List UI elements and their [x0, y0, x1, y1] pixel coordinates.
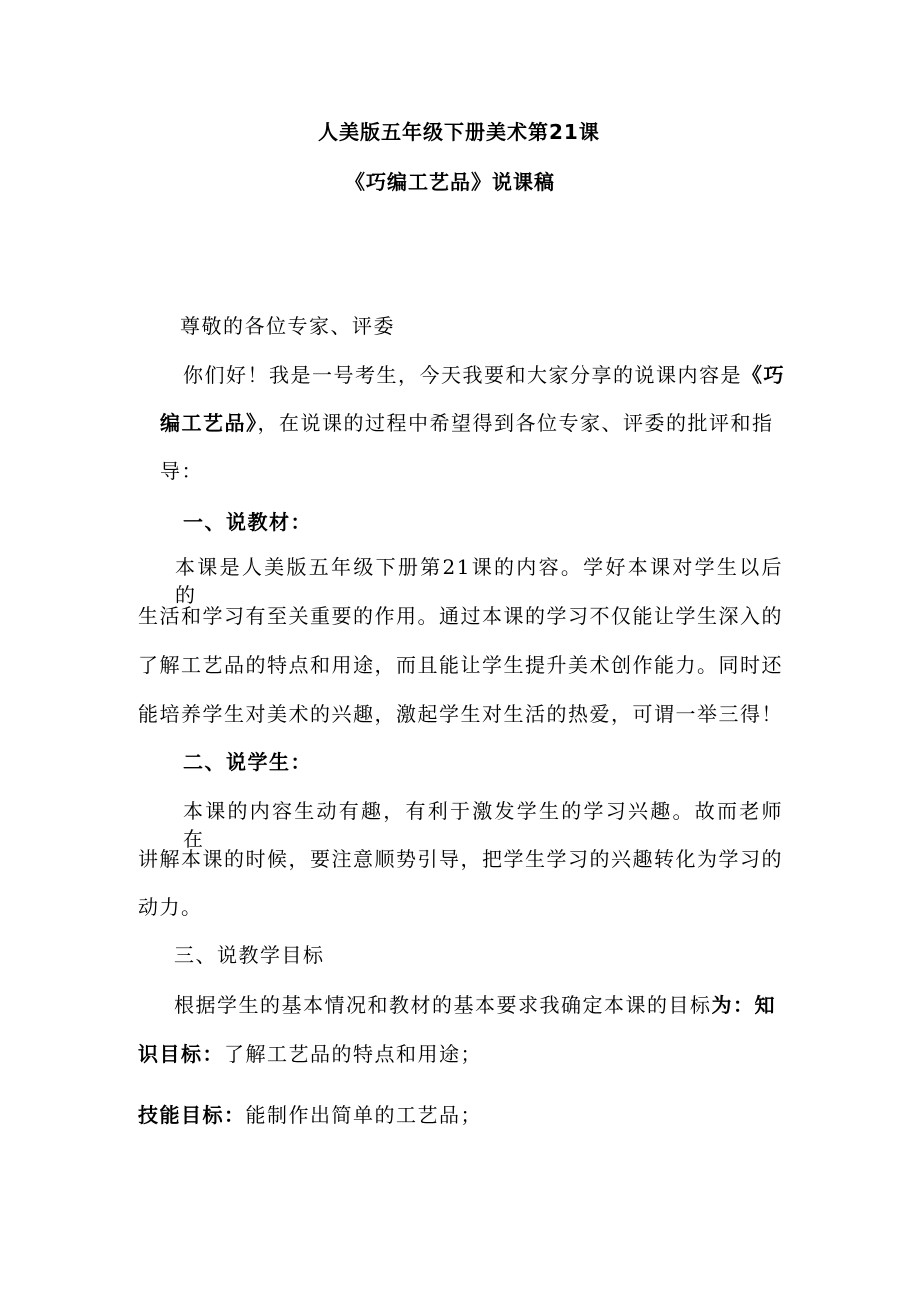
lesson-name-part: 《巧 — [742, 363, 785, 387]
knowledge-objective — [138, 1040, 482, 1068]
intro-line-2 — [160, 409, 774, 437]
document-subtitle: 《巧编工艺品》说课稿 — [345, 170, 555, 194]
knowledge-objective-text: 了解工艺品的特点和用途； — [224, 1042, 482, 1066]
document-title: 人美版五年级下册美术第21课 — [318, 120, 600, 144]
section-heading-students: 二、说学生： — [183, 750, 312, 774]
section-heading-textbook: 一、说教材： — [183, 510, 312, 534]
paragraph-line: 本课的内容生动有趣，有利于激发学生的学习兴趣。故而老师在 — [183, 799, 783, 851]
intro-line-1 — [183, 361, 785, 389]
salutation: 尊敬的各位专家、评委 — [180, 314, 395, 338]
lesson-name-part: 编工艺品》 — [160, 411, 258, 435]
paragraph-line: 生活和学习有至关重要的作用。通过本课的学习不仅能让学生深入的 — [138, 604, 783, 628]
section-heading-objectives: 三、说教学目标 — [174, 943, 325, 967]
intro-line-3: 导： — [160, 459, 203, 483]
paragraph-line: 动力。 — [138, 895, 203, 919]
skill-objective-label: 技能目标： — [138, 1103, 246, 1127]
skill-objective — [138, 1101, 482, 1129]
intro-text: 你们好！我是一号考生，今天我要和大家分享的说课内容是 — [183, 363, 742, 387]
paragraph-line: 了解工艺品的特点和用途，而且能让学生提升美术创作能力。同时还 — [138, 653, 783, 677]
paragraph-line: 讲解本课的时候，要注意顺势引导，把学生学习的兴趣转化为学习的 — [138, 847, 783, 871]
paragraph-line: 本课是人美版五年级下册第21课的内容。学好本课对学生以后的 — [175, 555, 783, 607]
paragraph-line: 能培养学生对美术的兴趣，激起学生对生活的热爱，可谓一举三得！ — [138, 702, 783, 726]
skill-objective-text: 能制作出简单的工艺品； — [245, 1103, 482, 1127]
knowledge-objective-label: 识目标： — [138, 1042, 224, 1066]
objectives-intro-text: 根据学生的基本情况和教材的基本要求我确定本课的目标 — [174, 993, 712, 1017]
objectives-intro — [174, 991, 776, 1019]
objectives-intro-bold: 为：知 — [711, 993, 776, 1017]
intro-text: ，在说课的过程中希望得到各位专家、评委的批评和指 — [257, 411, 774, 435]
